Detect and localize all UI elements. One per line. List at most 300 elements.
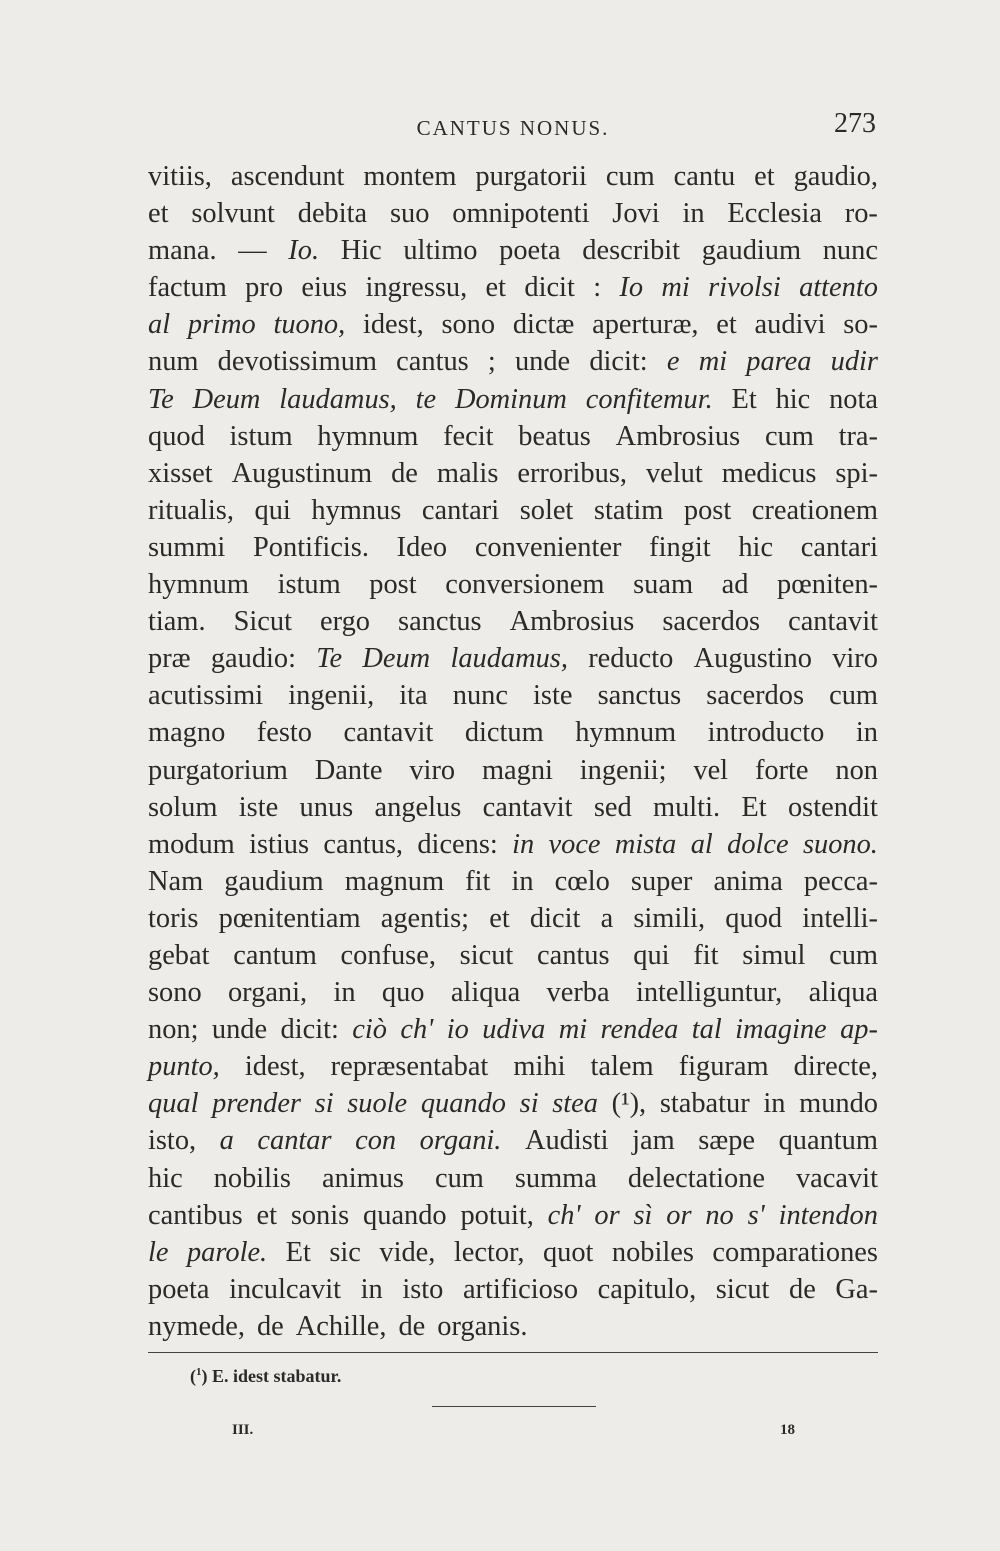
word: qui [633, 939, 670, 971]
word: — [238, 235, 267, 267]
word: Ambrosius [509, 606, 635, 638]
word: cantavit [343, 717, 434, 749]
word: hymnus [311, 494, 402, 526]
word: istum [277, 569, 341, 601]
word: so- [843, 309, 878, 341]
word: gaudio: [210, 643, 297, 675]
word: imagine [735, 1014, 827, 1046]
word: summa [514, 1162, 597, 1194]
word: poeta [499, 235, 561, 267]
word: potuit, [460, 1199, 534, 1231]
text-line [148, 937, 878, 974]
text-line [148, 566, 878, 603]
word: aliqua [450, 977, 521, 1009]
word: iste [533, 680, 573, 712]
word: qual [148, 1088, 199, 1120]
word: non; [148, 1014, 199, 1046]
word: solet [519, 494, 574, 526]
word: sacerdos [706, 680, 804, 712]
word: Et [731, 383, 757, 415]
word: suo [389, 198, 430, 230]
word: sicut [715, 1273, 770, 1305]
text-line [148, 714, 878, 751]
word: mi [558, 1014, 588, 1046]
word: non [835, 754, 878, 786]
word: ; [487, 346, 496, 378]
word: unde [211, 1014, 268, 1046]
word: cantus [396, 346, 469, 378]
word: no [705, 1199, 734, 1231]
text-line [148, 1234, 878, 1271]
word: hic [148, 1162, 183, 1194]
word: isto, [148, 1125, 197, 1157]
word: mundo [799, 1088, 878, 1120]
word: in [360, 1273, 383, 1305]
text-line [148, 826, 878, 863]
word: viro [832, 643, 878, 675]
word: confitemur. [585, 383, 713, 415]
running-title: CANTUS NONUS. [416, 116, 610, 140]
word: ingressu, [365, 272, 468, 304]
word: convenienter [474, 531, 622, 563]
word: quando [363, 1199, 447, 1231]
word: or [594, 1199, 620, 1231]
word: de [789, 1273, 816, 1305]
footnote-rule [148, 1352, 878, 1353]
word: cœlo [554, 865, 610, 897]
word: acutissimi [148, 680, 264, 712]
word: quod [148, 420, 205, 452]
text-line [148, 269, 878, 306]
word: et [485, 272, 507, 304]
word: suono. [802, 828, 878, 860]
word: a [600, 902, 614, 934]
text-line [148, 1308, 878, 1345]
word: fit [693, 939, 719, 971]
word: cum [764, 420, 814, 452]
word: et [716, 309, 737, 341]
signature-mark: III. [232, 1422, 254, 1438]
word: fecit [443, 420, 494, 452]
word: te [415, 383, 437, 415]
word: attento [799, 272, 878, 304]
word: sono [441, 309, 496, 341]
text-line [148, 1011, 878, 1048]
word: ergo [320, 606, 370, 638]
word: ostendit [787, 791, 878, 823]
word: organis. [437, 1310, 528, 1342]
word: nunc [822, 235, 878, 267]
word: Et [741, 791, 767, 823]
word: Sicut [233, 606, 292, 638]
word: iste [238, 791, 279, 823]
word: delectatione [627, 1162, 765, 1194]
word: hic [775, 383, 811, 415]
word: introducto [707, 717, 825, 749]
word: toris [148, 902, 199, 934]
word: animus [321, 1162, 404, 1194]
text-line [148, 1271, 878, 1308]
word: tra- [838, 420, 878, 452]
word: num [148, 346, 199, 378]
word: aliqua [808, 977, 878, 1009]
word: istius [249, 828, 310, 860]
word: cantum [233, 939, 317, 971]
word: magnum [344, 865, 445, 897]
word: : [593, 272, 602, 304]
word: pecca- [803, 865, 878, 897]
word: gaudio, [793, 161, 878, 192]
word: de [256, 1310, 284, 1342]
word: primo [187, 309, 256, 341]
word: quo [381, 977, 425, 1009]
text-line [148, 752, 878, 789]
word: Et [285, 1236, 311, 1268]
word: fit [465, 865, 491, 897]
word: de [391, 457, 418, 489]
word: Dante [314, 754, 383, 786]
word: magno [148, 717, 226, 749]
word: organi, [227, 977, 308, 1009]
word: cantus [537, 939, 610, 971]
text-line [148, 381, 878, 418]
word: cantari [800, 531, 878, 563]
word: xisset [148, 457, 213, 489]
word: a [219, 1125, 234, 1157]
text-line [148, 158, 878, 195]
word: cantu [673, 161, 736, 192]
word: suam [633, 569, 694, 601]
word: lector, [453, 1236, 525, 1268]
word: mihi [513, 1051, 566, 1083]
word: ingenii, [288, 680, 375, 712]
word: cum [434, 1162, 484, 1194]
word: solvunt [191, 198, 275, 230]
word: jam [632, 1125, 675, 1157]
word: ritualis, [148, 494, 234, 526]
word: statim [593, 494, 664, 526]
word: parole. [186, 1236, 268, 1268]
word: ingenii; [579, 754, 667, 786]
word: inculcavit [229, 1273, 342, 1305]
footnote-text: E. idest stabatur. [212, 1366, 342, 1386]
word: medicus [721, 457, 817, 489]
word: festo [256, 717, 312, 749]
word: aperturæ, [592, 309, 699, 341]
word: tal [691, 1014, 722, 1046]
word: dicit: [280, 1014, 339, 1046]
word: cantari [421, 494, 500, 526]
word: mi [661, 272, 690, 304]
word: montem [363, 161, 457, 192]
word: dicit [529, 902, 581, 934]
word: dictum [464, 717, 544, 749]
word: et [256, 1199, 277, 1231]
word: Dominum [454, 383, 567, 415]
body-text [148, 158, 878, 1345]
word: nota [829, 383, 878, 415]
word: qui [254, 494, 291, 526]
footnote-marker: 1 [196, 1366, 202, 1378]
text-line [148, 1160, 878, 1197]
text-line [148, 492, 878, 529]
word: rendea [600, 1014, 679, 1046]
word: viro [409, 754, 456, 786]
word: vel [693, 754, 729, 786]
word: spi- [835, 457, 878, 489]
word: verba [546, 977, 610, 1009]
word: quantum [778, 1125, 878, 1157]
word: organi. [419, 1125, 502, 1157]
word: cum [605, 161, 655, 192]
word: super [630, 865, 693, 897]
word: hic [738, 531, 774, 563]
word: al [690, 828, 713, 860]
word: cantavit [482, 791, 573, 823]
word: figuram [678, 1051, 769, 1083]
word: unus [299, 791, 354, 823]
word: sed [593, 791, 632, 823]
word: nunc [452, 680, 508, 712]
word: tuono, [273, 309, 346, 341]
word: audivi [754, 309, 826, 341]
word: vide, [379, 1236, 436, 1268]
word: comparationes [712, 1236, 878, 1268]
text-line [148, 863, 878, 900]
word: directe, [793, 1051, 878, 1083]
text-line [148, 232, 878, 269]
word: angelus [374, 791, 462, 823]
word: prender [212, 1088, 301, 1120]
word: capitulo, [597, 1273, 697, 1305]
word: udiva [482, 1014, 546, 1046]
text-line [148, 640, 878, 677]
word: hymnum [575, 717, 677, 749]
page-number: 273 [834, 108, 876, 139]
word: fingit [649, 531, 711, 563]
word: poeta [148, 1273, 210, 1305]
word: quot [542, 1236, 594, 1268]
word: simul [742, 939, 806, 971]
word: nobiles [611, 1236, 694, 1268]
word: Deum [192, 383, 261, 415]
quire-number: 18 [780, 1422, 795, 1438]
word: dicens: [417, 828, 498, 860]
word: Augustino [693, 643, 812, 675]
word: nobilis [213, 1162, 291, 1194]
word: idest, [362, 309, 424, 341]
word: laudamus, [279, 383, 397, 415]
word: mista [614, 828, 677, 860]
word: conversionem [445, 569, 605, 601]
word: ad [721, 569, 749, 601]
footnote: ($^1$) E. idest stabatur. [190, 1366, 342, 1386]
word: al [148, 309, 171, 341]
word: in [512, 828, 535, 860]
text-line [148, 343, 878, 380]
word: creationem [751, 494, 878, 526]
word: in [333, 977, 356, 1009]
word: Augustinum [231, 457, 373, 489]
word: stabatur [659, 1088, 750, 1120]
word: sanctus [398, 606, 482, 638]
word: stea [552, 1088, 598, 1120]
word: ultimo [403, 235, 478, 267]
word: ascendunt [230, 161, 345, 192]
word: rivolsi [708, 272, 781, 304]
word: Jovi [612, 198, 660, 230]
word: cantibus [148, 1199, 243, 1231]
word: devotissimum [217, 346, 377, 378]
word: si [519, 1088, 539, 1120]
text-line [148, 789, 878, 826]
word: idest, [244, 1051, 306, 1083]
word: purgatorium [148, 754, 288, 786]
word: sonis [290, 1199, 350, 1231]
word: intelliguntur, [635, 977, 783, 1009]
word: Io [619, 272, 644, 304]
word: sono [148, 977, 202, 1009]
word: tiam. [148, 606, 206, 638]
word: dolce [727, 828, 789, 860]
word: multi. [653, 791, 721, 823]
word: sacerdos [662, 606, 761, 638]
text-line [148, 1122, 878, 1159]
word: Pontificis. [253, 531, 369, 563]
text-line [148, 529, 878, 566]
word: simili, [633, 902, 706, 934]
text-line [148, 677, 878, 714]
text-line [148, 1197, 878, 1234]
word: dicit [524, 272, 575, 304]
word: sanctus [597, 680, 682, 712]
word: hymnum [317, 420, 419, 452]
word: intendon [778, 1199, 878, 1231]
footer-rule [432, 1406, 596, 1407]
word: cum [829, 939, 878, 971]
word: ap- [840, 1014, 878, 1046]
word: (¹), [611, 1088, 647, 1120]
text-line [148, 455, 878, 492]
word: dictæ [512, 309, 575, 341]
word: malis [436, 457, 499, 489]
word: isto [402, 1273, 444, 1305]
word: beatus [518, 420, 591, 452]
word: cum [829, 680, 878, 712]
word: reducto [588, 643, 674, 675]
word: ch' [547, 1199, 581, 1231]
word: post [683, 494, 732, 526]
word: sicut [459, 939, 514, 971]
word: confuse, [340, 939, 436, 971]
word: Achille, [295, 1310, 387, 1342]
text-line [148, 603, 878, 640]
word: et [489, 902, 510, 934]
word: Deum [362, 643, 431, 675]
word: Nam [148, 865, 204, 897]
word: or [666, 1199, 692, 1231]
word: mana. [148, 235, 217, 267]
word: sæpe [698, 1125, 756, 1157]
word: si [314, 1088, 334, 1120]
word: præ [148, 643, 191, 675]
word: eius [301, 272, 348, 304]
word: suole [347, 1088, 408, 1120]
word: pœniten- [777, 569, 878, 601]
word: post [369, 569, 417, 601]
word: in [682, 198, 705, 230]
word: gaudium [701, 235, 802, 267]
word: sì [633, 1199, 653, 1231]
word: repræsentabat [330, 1051, 489, 1083]
text-line [148, 1085, 878, 1122]
word: sic [329, 1236, 361, 1268]
word: factum [148, 272, 227, 304]
word: con [355, 1125, 397, 1157]
word: Hic [340, 235, 382, 267]
word: intelli- [802, 902, 878, 934]
word: talem [590, 1051, 654, 1083]
word: vacavit [795, 1162, 878, 1194]
word: gebat [148, 939, 210, 971]
word: in [855, 717, 878, 749]
word: summi [148, 531, 226, 563]
word: agentis; [380, 902, 470, 934]
word: e [666, 346, 680, 378]
word: cantus, [323, 828, 404, 860]
word: et [148, 198, 169, 230]
word: Io. [288, 235, 320, 267]
word: hymnum [148, 569, 249, 601]
word: quod [725, 902, 783, 934]
word: Ecclesia [727, 198, 822, 230]
word: debita [297, 198, 368, 230]
word: anima [713, 865, 783, 897]
word: nymede, [148, 1310, 245, 1342]
word: artificioso [462, 1273, 579, 1305]
text-line [148, 195, 878, 232]
word: pro [245, 272, 284, 304]
word: ita [399, 680, 428, 712]
word: laudamus, [450, 643, 568, 675]
word: ciò [352, 1014, 387, 1046]
word: Te [316, 643, 343, 675]
word: purgatorii [475, 161, 587, 192]
running-head [148, 108, 878, 148]
word: punto, [148, 1051, 220, 1083]
word: Ideo [396, 531, 448, 563]
word: solum [148, 791, 218, 823]
word: cantar [257, 1125, 332, 1157]
word: vitiis, [148, 161, 212, 192]
word: velut [645, 457, 703, 489]
word: gaudium [224, 865, 324, 897]
word: in [763, 1088, 786, 1120]
word: quando [420, 1088, 506, 1120]
word: et [754, 161, 775, 192]
text-line [148, 418, 878, 455]
word: istum [229, 420, 293, 452]
word: voce [548, 828, 601, 860]
text-line [148, 1048, 878, 1085]
word: omnipotenti [452, 198, 590, 230]
word: cantavit [788, 606, 878, 638]
text-line [148, 974, 878, 1011]
word: in [511, 865, 534, 897]
word: s' [747, 1199, 765, 1231]
word: udir [830, 346, 878, 378]
text-line [148, 306, 878, 343]
